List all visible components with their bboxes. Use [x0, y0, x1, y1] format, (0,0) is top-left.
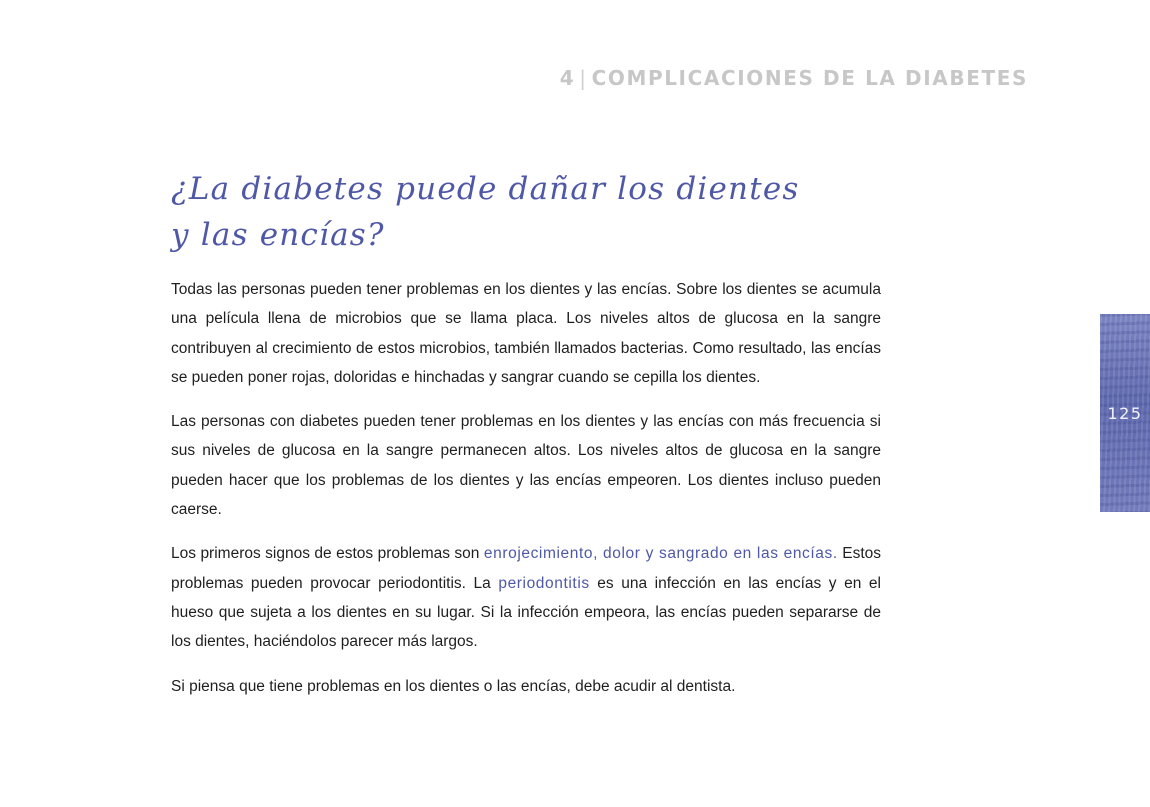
paragraph-3 — [171, 539, 881, 656]
header-separator: | — [579, 66, 588, 90]
paragraph-2: Las personas con diabetes pueden tener problemas en los dientes y las encías con más frecuencia si sus niveles de glucosa en la sangre permanecen altos. Los niveles altos de glucosa en la sangre pueden hacer que los problemas de los dientes y las encías empeoren. Los dientes incluso pueden caerse. — [171, 413, 881, 519]
highlighted-term-periodontitis: periodontitis — [498, 574, 590, 592]
chapter-title: COMPLICACIONES DE LA DIABETES — [591, 66, 1028, 90]
paragraph-3-text-c: es una infección en las encías y en el hueso que sujeta a los dientes en su lugar. Si la infección empeora, las encías pueden separarse de los dientes, haciéndolos parecer más largos. — [171, 574, 881, 651]
page-title — [171, 166, 871, 258]
page-title-line-2: y las encías? — [171, 217, 385, 253]
running-header — [560, 66, 1028, 90]
page-number: 125 — [1107, 404, 1143, 423]
paragraph-3-text-a: Los primeros signos de estos problemas son — [171, 545, 484, 563]
paragraph-3-text-b: Estos problemas pueden provocar periodontitis. La — [171, 545, 881, 592]
paragraph-4: Si piensa que tiene problemas en los dientes o las encías, debe acudir al dentista. — [171, 677, 736, 695]
highlighted-term-signs: enrojecimiento, dolor y sangrado en las encías. — [483, 545, 838, 563]
page-number-tab — [1100, 314, 1150, 512]
chapter-number: 4 — [559, 66, 576, 90]
page-title-line-1: ¿La diabetes puede dañar los dientes — [171, 171, 800, 207]
paragraph-1: Todas las personas pueden tener problemas en los dientes y las encías. Sobre los dientes se acumula una película llena de microbios que se llama placa. Los niveles altos de glucosa en la sangre contribuyen al crecimiento de estos microbios, también llamados bacterias. Como resultado, las encías se pueden poner rojas, doloridas e hinchadas y sangrar cuando se cepilla los dientes. — [171, 281, 881, 386]
body-text — [171, 275, 881, 716]
